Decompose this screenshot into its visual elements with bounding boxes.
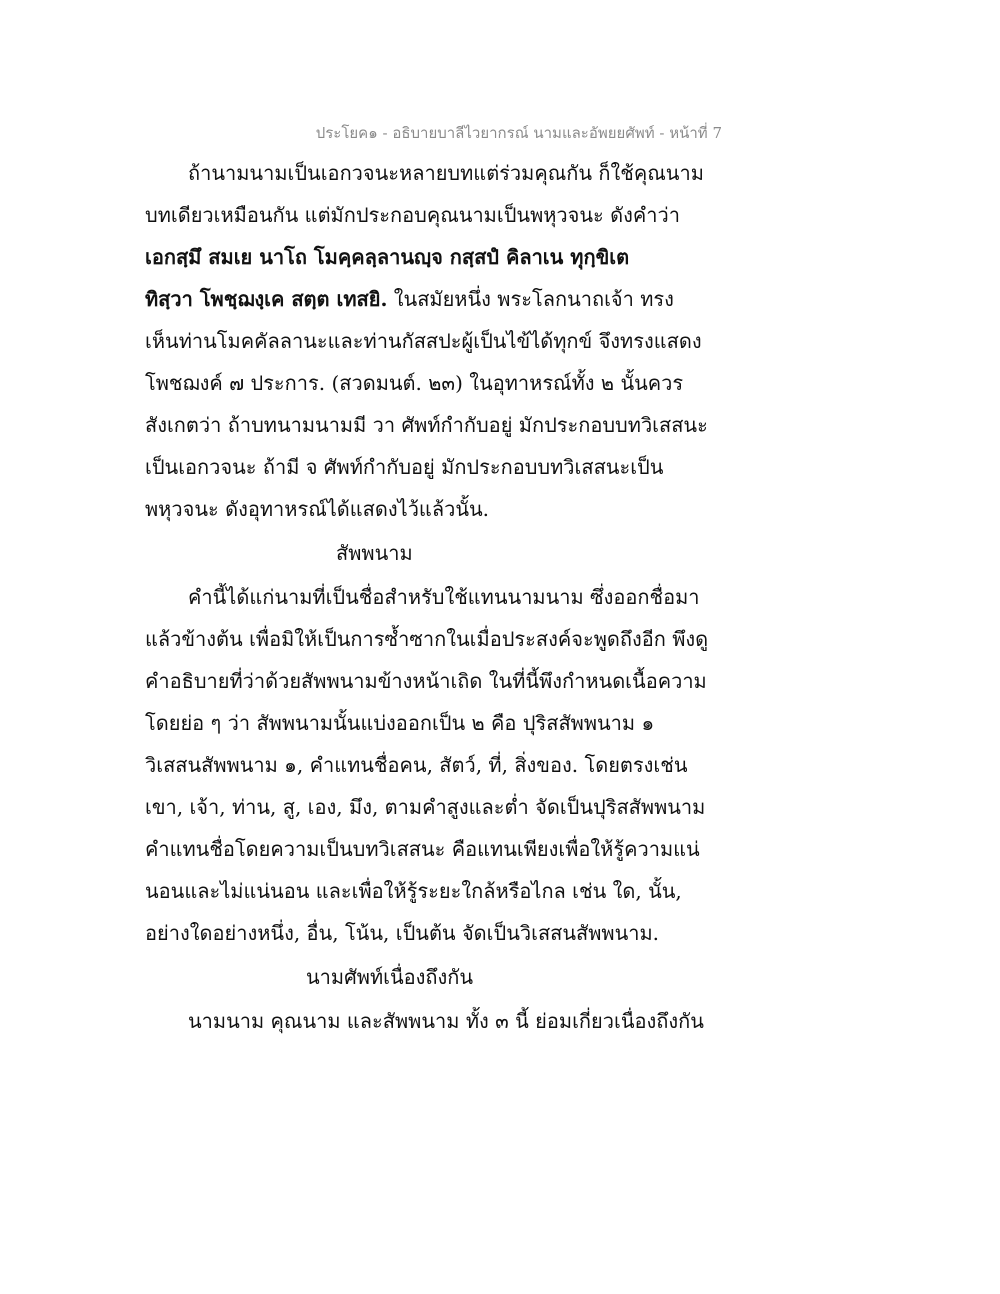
pali-quote-line: เอกสฺมึ สมเย นาโถ โมคฺคลฺลานญฺจ กสฺสปํ คิลาเน ทุกฺขิเต <box>145 245 630 269</box>
paragraph-line: นอนและไม่แน่นอน และเพื่อให้รู้ระยะใกล้หรือไกล เช่น ใด, นั้น, <box>145 879 682 903</box>
paragraph-line: โพชฌงค์ ๗ ประการ. (สวดมนต์. ๒๓) ในอุทาหรณ์ทั้ง ๒ นั้นควร <box>145 371 684 395</box>
paragraph-line: แล้วข้างต้น เพื่อมิให้เป็นการซ้ำซากในเมื่อประสงค์จะพูดถึงอีก พึงดู <box>145 627 709 651</box>
paragraph-line: คำแทนชื่อโดยความเป็นบทวิเสสนะ คือแทนเพียงเพื่อให้รู้ความแน่ <box>145 837 700 861</box>
pali-quote-text: ทิสฺวา โพชฺฌงฺเค สตฺต เทสยิ. <box>145 287 388 311</box>
paragraph-line: เขา, เจ้า, ท่าน, สู, เอง, มึง, ตามคำสูงและต่ำ จัดเป็นปุริสสัพพนาม <box>145 795 706 819</box>
section-heading-pronoun: สัพพนาม <box>336 541 413 565</box>
translation-text: ในสมัยหนึ่ง พระโลกนาถเจ้า ทรง <box>387 287 674 311</box>
paragraph-line: วิเสสนสัพพนาม ๑, คำแทนชื่อคน, สัตว์, ที่, สิ่งของ. โดยตรงเช่น <box>145 753 688 777</box>
paragraph-line: บทเดียวเหมือนกัน แต่มักประกอบคุณนามเป็นพหุวจนะ ดังคำว่า <box>145 203 680 227</box>
paragraph-line: โดยย่อ ๆ ว่า สัพพนามนั้นแบ่งออกเป็น ๒ คือ ปุริสสัพพนาม ๑ <box>145 711 655 735</box>
running-header: ประโยค๑ - อธิบายบาลีไวยากรณ์ นามและอัพยยศัพท์ - หน้าที่ 7 <box>315 124 722 142</box>
paragraph-line: พหุวจนะ ดังอุทาหรณ์ได้แสดงไว้แล้วนั้น. <box>145 497 490 521</box>
paragraph-line: เห็นท่านโมคคัลลานะและท่านกัสสปะผู้เป็นไข้ได้ทุกข์ จึงทรงแสดง <box>145 329 702 353</box>
paragraph-line: คำอธิบายที่ว่าด้วยสัพพนามข้างหน้าเถิด ในที่นี้พึงกำหนดเนื้อความ <box>145 669 707 693</box>
paragraph-line: สังเกตว่า ถ้าบทนามนามมี วา ศัพท์กำกับอยู่ มักประกอบบทวิเสสนะ <box>145 413 708 437</box>
section-heading-relation: นามศัพท์เนื่องถึงกัน <box>306 965 474 989</box>
paragraph-line: อย่างใดอย่างหนึ่ง, อื่น, โน้น, เป็นต้น จัดเป็นวิเสสนสัพพนาม. <box>145 921 660 945</box>
paragraph-line: ถ้านามนามเป็นเอกวจนะหลายบทแต่ร่วมคุณกัน ก็ใช้คุณนาม <box>188 161 704 185</box>
paragraph-line: นามนาม คุณนาม และสัพพนาม ทั้ง ๓ นี้ ย่อมเกี่ยวเนื่องถึงกัน <box>188 1009 704 1033</box>
paragraph-line: เป็นเอกวจนะ ถ้ามี จ ศัพท์กำกับอยู่ มักประกอบบทวิเสสนะเป็น <box>145 455 664 479</box>
paragraph-line-mixed <box>145 284 674 314</box>
paragraph-line: คำนี้ได้แก่นามที่เป็นชื่อสำหรับใช้แทนนามนาม ซึ่งออกชื่อมา <box>188 585 700 609</box>
